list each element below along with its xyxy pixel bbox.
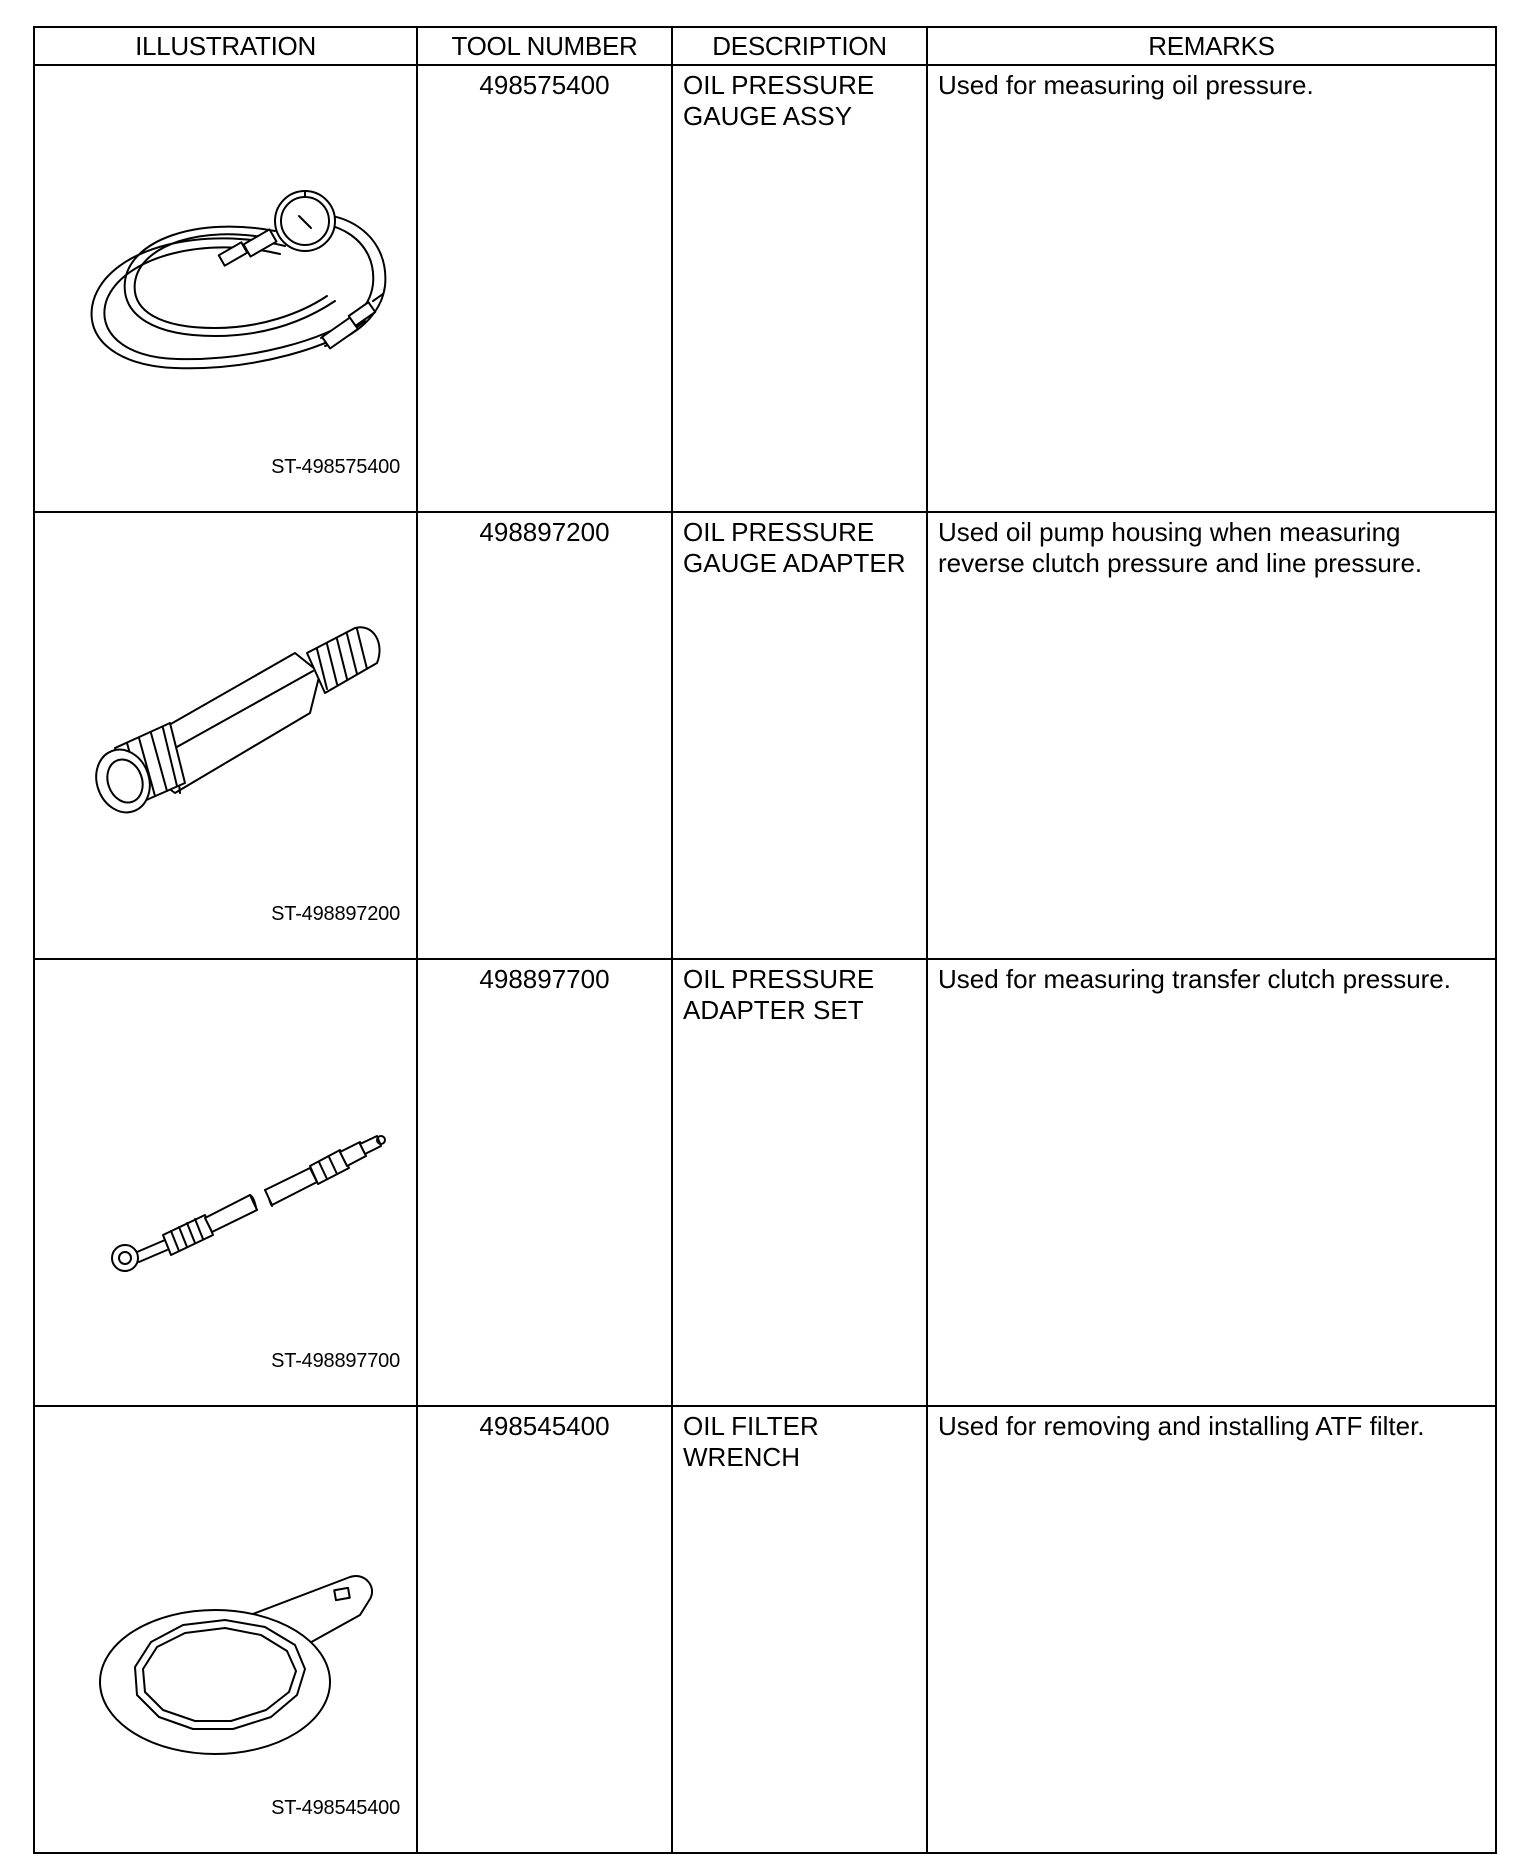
remarks-cell: Used for measuring oil pressure. xyxy=(927,65,1496,512)
illustration-cell xyxy=(34,512,417,959)
table-row xyxy=(34,959,1496,1406)
illustration-cell xyxy=(34,959,417,1406)
header-illustration: ILLUSTRATION xyxy=(34,27,417,65)
illustration-cell xyxy=(34,1406,417,1853)
oil-filter-wrench-icon xyxy=(55,1437,415,1777)
header-tool-number: TOOL NUMBER xyxy=(417,27,672,65)
oil-pressure-gauge-icon xyxy=(55,96,415,436)
illustration-code: ST-498545400 xyxy=(271,1797,400,1819)
gauge-adapter-icon xyxy=(55,543,415,883)
table-row xyxy=(34,1406,1496,1853)
description-line: OIL PRESSURE xyxy=(683,964,875,994)
description-line: ADAPTER SET xyxy=(683,995,864,1025)
description-cell xyxy=(672,512,927,959)
illustration-code: ST-498897200 xyxy=(271,903,400,925)
description-line: OIL FILTER xyxy=(683,1411,819,1441)
description-line: GAUGE ADAPTER xyxy=(683,548,906,578)
remarks-cell: Used oil pump housing when measuring reverse clutch pressure and line pressure. xyxy=(927,512,1496,959)
special-tools-table xyxy=(33,26,1497,1854)
tool-number-cell: 498545400 xyxy=(417,1406,672,1853)
description-line: WRENCH xyxy=(683,1442,800,1472)
illustration-cell xyxy=(34,65,417,512)
tool-number-cell: 498575400 xyxy=(417,65,672,512)
adapter-hose-icon xyxy=(55,990,415,1330)
illustration-code: ST-498897700 xyxy=(271,1350,400,1372)
header-remarks: REMARKS xyxy=(927,27,1496,65)
remarks-cell: Used for removing and installing ATF filter. xyxy=(927,1406,1496,1853)
description-line: GAUGE ASSY xyxy=(683,101,853,131)
illustration-code: ST-498575400 xyxy=(271,456,400,478)
table-row xyxy=(34,65,1496,512)
tool-number-cell: 498897700 xyxy=(417,959,672,1406)
tool-number-cell: 498897200 xyxy=(417,512,672,959)
table-header-row xyxy=(34,27,1496,65)
header-description: DESCRIPTION xyxy=(672,27,927,65)
description-line: OIL PRESSURE xyxy=(683,70,875,100)
description-cell xyxy=(672,959,927,1406)
description-cell xyxy=(672,1406,927,1853)
table-row xyxy=(34,512,1496,959)
remarks-cell: Used for measuring transfer clutch pressure. xyxy=(927,959,1496,1406)
description-line: OIL PRESSURE xyxy=(683,517,875,547)
description-cell xyxy=(672,65,927,512)
